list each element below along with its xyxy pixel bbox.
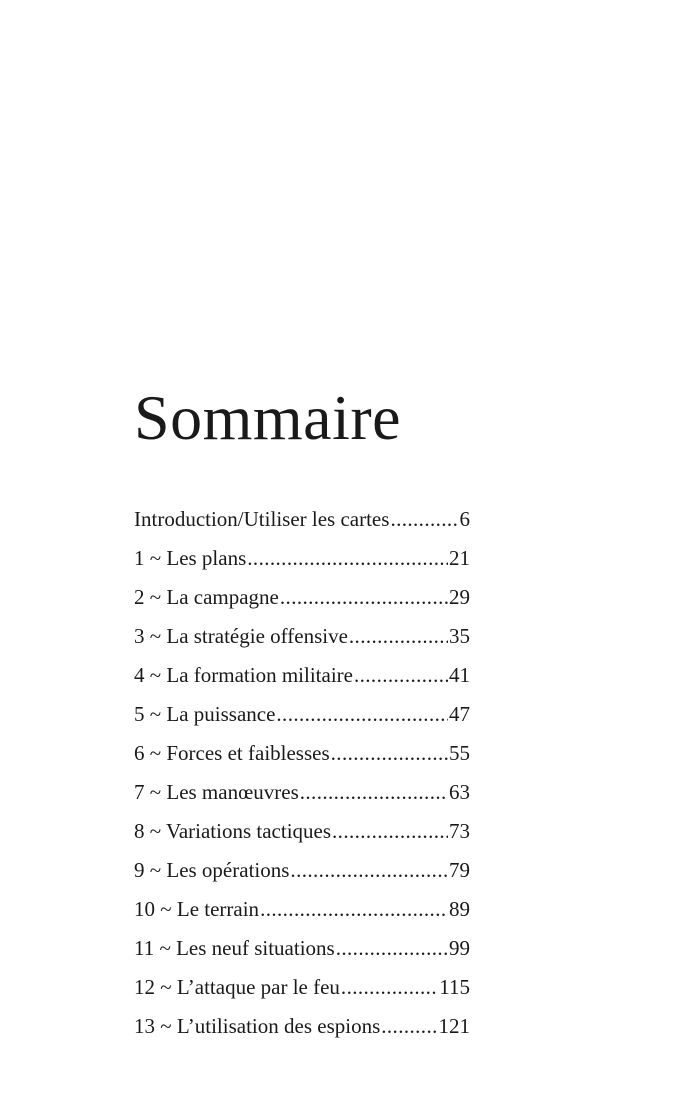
- toc-entry-chapter-7: [134, 773, 470, 812]
- toc-page-number: 29: [449, 585, 470, 609]
- toc-entry-label: 10 ~ Le terrain: [134, 897, 260, 921]
- toc-entry-label: 3 ~ La stratégie offensive: [134, 624, 348, 648]
- toc-entry-label: 6 ~ Forces et faiblesses: [134, 741, 330, 765]
- toc-page-number: 73: [449, 819, 470, 843]
- toc-dot-leader: [354, 656, 448, 695]
- toc-page-number: 41: [449, 663, 470, 687]
- toc-dot-leader: [247, 539, 448, 578]
- toc-entry-chapter-12: [134, 968, 470, 1007]
- toc-page-number: 47: [449, 702, 470, 726]
- toc-page-number: 99: [449, 936, 470, 960]
- toc-page-number: 55: [449, 741, 470, 765]
- toc-dot-leader: [332, 812, 448, 851]
- toc-dot-leader: [260, 890, 448, 929]
- toc-entry-chapter-2: [134, 578, 470, 617]
- toc-entry-chapter-3: [134, 617, 470, 656]
- toc-page-number: 21: [449, 546, 470, 570]
- toc-entry-label: 5 ~ La puissance: [134, 702, 276, 726]
- toc-dot-leader: [336, 929, 448, 968]
- toc-entry-label: Introduction/Utiliser les cartes: [134, 507, 390, 531]
- toc-entry-chapter-5: [134, 695, 470, 734]
- toc-dot-leader: [280, 578, 448, 617]
- toc-entry-label: 11 ~ Les neuf situations: [134, 936, 335, 960]
- toc-dot-leader: [390, 500, 458, 539]
- toc-dot-leader: [349, 617, 448, 656]
- toc-entry-chapter-4: [134, 656, 470, 695]
- toc-entry-chapter-9: [134, 851, 470, 890]
- page-title: Sommaire: [134, 382, 402, 453]
- toc-dot-leader: [290, 851, 448, 890]
- toc-entry-label: 13 ~ L’utilisation des espions: [134, 1014, 381, 1038]
- toc-entry-chapter-8: [134, 812, 470, 851]
- toc-entry-label: 7 ~ Les manœuvres: [134, 780, 299, 804]
- toc-entry-chapter-13: [134, 1007, 470, 1046]
- toc-entry-chapter-10: [134, 890, 470, 929]
- table-of-contents: [134, 500, 470, 1046]
- toc-dot-leader: [341, 968, 438, 1007]
- toc-dot-leader: [276, 695, 448, 734]
- toc-entry-label: 9 ~ Les opérations: [134, 858, 290, 882]
- toc-page-number: 89: [449, 897, 470, 921]
- toc-entry-label: 8 ~ Variations tactiques: [134, 819, 332, 843]
- toc-entry-label: 4 ~ La formation militaire: [134, 663, 353, 687]
- toc-entry-label: 12 ~ L’attaque par le feu: [134, 975, 340, 999]
- toc-entry-chapter-6: [134, 734, 470, 773]
- toc-page-number: 6: [459, 507, 470, 531]
- toc-dot-leader: [300, 773, 448, 812]
- toc-page-number: 121: [438, 1014, 470, 1038]
- toc-dot-leader: [331, 734, 448, 773]
- toc-dot-leader: [381, 1007, 437, 1046]
- toc-entry-introduction: [134, 500, 470, 539]
- toc-page-number: 63: [449, 780, 470, 804]
- toc-page-number: 115: [439, 975, 470, 999]
- toc-entry-chapter-11: [134, 929, 470, 968]
- toc-entry-chapter-1: [134, 539, 470, 578]
- toc-entry-label: 1 ~ Les plans: [134, 546, 247, 570]
- toc-page-number: 79: [449, 858, 470, 882]
- toc-entry-label: 2 ~ La campagne: [134, 585, 279, 609]
- toc-page-number: 35: [449, 624, 470, 648]
